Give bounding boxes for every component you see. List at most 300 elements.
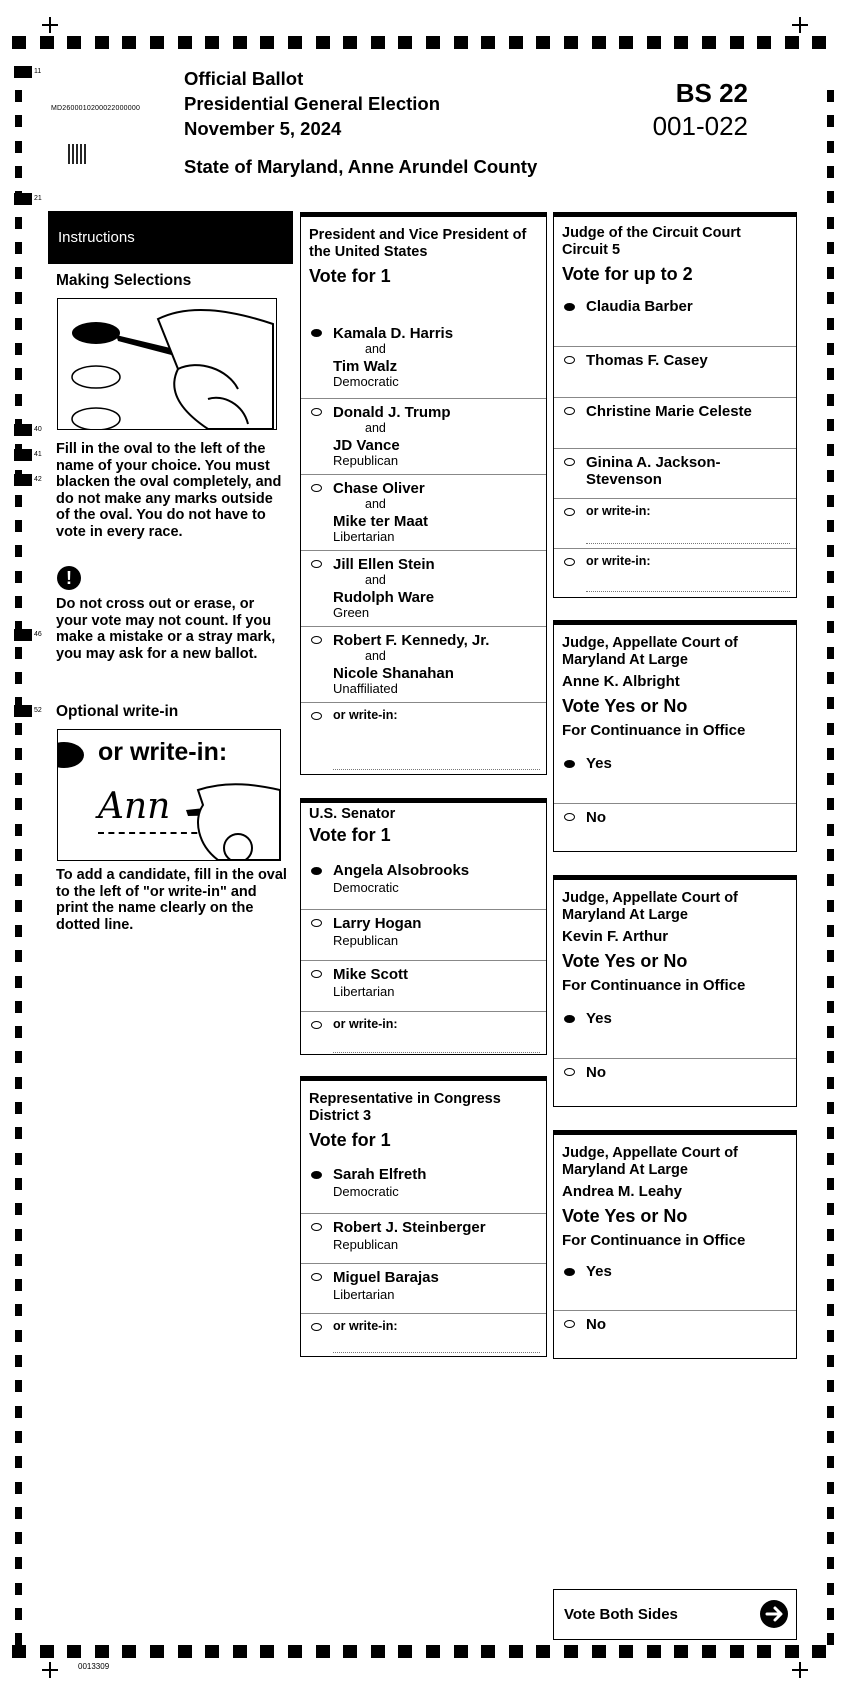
timing-mark [827, 217, 834, 229]
timing-mark [564, 36, 578, 49]
fill-oval-instructions: Fill in the oval to the left of the name of your choice. You must blacken the oval completely, and do not make any marks outside of the oval. You do not have to vote in every race. [56, 441, 282, 540]
writein-option[interactable] [301, 1011, 546, 1056]
timing-mark [509, 1645, 523, 1658]
timing-mark [827, 1077, 834, 1089]
timing-mark [15, 267, 22, 279]
timing-mark [15, 571, 22, 583]
timing-mark [454, 36, 468, 49]
hand-pen-icon [58, 730, 280, 860]
timing-mark [15, 1051, 22, 1063]
side-mark [14, 424, 32, 436]
timing-mark [827, 1102, 834, 1114]
side-label: 42 [34, 476, 42, 483]
timing-mark [827, 368, 834, 380]
timing-mark [827, 748, 834, 760]
judge-name: Andrea M. Leahy [562, 1183, 683, 1200]
oval-filled-icon[interactable] [311, 329, 322, 337]
add-candidate-instructions: To add a candidate, fill in the oval to the left of "or write-in" and print the name clearly on the dotted line. [56, 867, 287, 933]
timing-mark [827, 571, 834, 583]
vote-both-sides-label: Vote Both Sides [564, 1606, 678, 1623]
side-label: 21 [34, 195, 42, 202]
and-label: and [365, 573, 386, 587]
and-label: and [365, 342, 386, 356]
contest-president [300, 212, 547, 775]
writein-label: or write-in: [333, 1017, 398, 1031]
timing-mark [15, 368, 22, 380]
oval-icon[interactable] [311, 1223, 322, 1231]
timing-mark [15, 166, 22, 178]
contest-appellate-leahy [553, 1130, 797, 1359]
timing-mark [122, 1645, 136, 1658]
party-label: Unaffiliated [333, 681, 398, 696]
timing-mark [481, 36, 495, 49]
oval-icon[interactable] [564, 356, 575, 364]
candidate-option[interactable] [301, 1263, 546, 1313]
timing-mark [15, 520, 22, 532]
timing-mark [827, 596, 834, 608]
running-mate-name: Nicole Shanahan [333, 665, 454, 682]
oval-icon[interactable] [564, 458, 575, 466]
vote-yes-no: Vote Yes or No [562, 951, 688, 971]
timing-marks-bottom [0, 1645, 854, 1659]
timing-mark [15, 1178, 22, 1190]
candidate-option[interactable] [554, 448, 796, 498]
contest-appellate-arthur [553, 875, 797, 1107]
oval-icon[interactable] [564, 1068, 575, 1076]
timing-mark [15, 343, 22, 355]
timing-mark [15, 1406, 22, 1418]
and-label: and [365, 421, 386, 435]
timing-mark [15, 874, 22, 886]
candidate-name: Ginina A. Jackson-Stevenson [586, 454, 721, 488]
no-option[interactable] [554, 803, 796, 853]
barcode-icon [68, 144, 88, 164]
timing-mark [15, 1026, 22, 1038]
hand-pen-icon [58, 299, 276, 429]
candidate-name: Kamala D. Harris [333, 325, 454, 342]
timing-mark [564, 1645, 578, 1658]
timing-mark [827, 1178, 834, 1190]
ballot-title-line1: Official Ballot [184, 68, 304, 89]
timing-mark [730, 36, 744, 49]
timing-mark [592, 1645, 606, 1658]
timing-mark [827, 874, 834, 886]
timing-mark [827, 1229, 834, 1241]
timing-mark [827, 1355, 834, 1367]
oval-icon[interactable] [311, 919, 322, 927]
side-label: 52 [34, 707, 42, 714]
vote-both-sides-box [553, 1589, 797, 1640]
registration-mark-bottom-right [792, 1662, 808, 1678]
timing-mark [288, 36, 302, 49]
candidate-option[interactable] [301, 550, 546, 626]
timing-mark [15, 115, 22, 127]
candidate-name: Donald J. Trump [333, 404, 451, 421]
side-label: 41 [34, 451, 42, 458]
timing-mark [343, 1645, 357, 1658]
oval-filled-icon[interactable] [564, 1268, 575, 1276]
yes-label: Yes [586, 1010, 612, 1027]
timing-mark [827, 444, 834, 456]
timing-mark [454, 1645, 468, 1658]
candidate-option[interactable] [301, 398, 546, 474]
contest-title: Judge, Appellate Court of Maryland At Large [562, 1145, 738, 1178]
ballot-style: BS 22 [675, 78, 748, 108]
timing-mark [827, 1203, 834, 1215]
timing-mark [827, 242, 834, 254]
oval-icon[interactable] [311, 408, 322, 416]
timing-mark [702, 36, 716, 49]
timing-mark [15, 1153, 22, 1165]
ballot-id-code: MD2600010200022000000 [51, 105, 141, 112]
continuance-label: For Continuance in Office [562, 1232, 746, 1249]
candidate-name: Jill Ellen Stein [333, 556, 435, 573]
side-mark [14, 66, 32, 78]
timing-mark [827, 470, 834, 482]
candidate-name: Chase Oliver [333, 480, 425, 497]
candidate-option[interactable] [554, 346, 796, 397]
timing-mark [827, 647, 834, 659]
timing-mark [827, 292, 834, 304]
side-mark [14, 474, 32, 486]
oval-icon[interactable] [311, 1273, 322, 1281]
oval-icon[interactable] [311, 636, 322, 644]
timing-mark [827, 900, 834, 912]
timing-mark [827, 520, 834, 532]
writein-option[interactable] [554, 498, 796, 548]
writein-option[interactable] [301, 1313, 546, 1358]
timing-mark [95, 1645, 109, 1658]
writein-option[interactable] [554, 548, 796, 598]
timing-mark [15, 1229, 22, 1241]
timing-mark [785, 1645, 799, 1658]
warning-text: Do not cross out or erase, or your vote may not count. If you make a mistake or a stray mark, you may ask for a new ballot. [56, 596, 276, 662]
timing-mark [15, 900, 22, 912]
timing-mark [15, 748, 22, 760]
timing-mark [15, 798, 22, 810]
contest-title: President and Vice President of the United States [309, 227, 527, 260]
ballot-county: State of Maryland, Anne Arundel County [184, 156, 538, 177]
candidate-name: Robert J. Steinberger [333, 1219, 486, 1236]
writein-line[interactable] [333, 1352, 540, 1353]
candidate-option[interactable] [554, 295, 796, 346]
timing-mark [371, 36, 385, 49]
oval-icon[interactable] [564, 1320, 575, 1328]
timing-mark [15, 1456, 22, 1468]
candidate-option[interactable] [301, 474, 546, 550]
timing-mark [15, 141, 22, 153]
timing-mark [15, 1355, 22, 1367]
oval-icon[interactable] [311, 1323, 322, 1331]
ballot-title [184, 66, 440, 141]
oval-icon[interactable] [311, 1021, 322, 1029]
timing-mark [619, 36, 633, 49]
timing-mark [827, 1456, 834, 1468]
judge-name: Anne K. Albright [562, 673, 680, 690]
timing-mark [15, 495, 22, 507]
candidate-name: Mike Scott [333, 966, 409, 983]
continuance-label: For Continuance in Office [562, 722, 746, 739]
vote-for: Vote for 1 [309, 266, 391, 286]
timing-mark [827, 1482, 834, 1494]
running-mate-name: Rudolph Ware [333, 589, 435, 606]
side-mark [14, 705, 32, 717]
candidate-option[interactable] [301, 960, 546, 1011]
timing-mark [509, 36, 523, 49]
timing-mark [205, 1645, 219, 1658]
timing-mark [757, 1645, 771, 1658]
writein-line[interactable] [586, 591, 790, 592]
vote-yes-no: Vote Yes or No [562, 696, 688, 716]
timing-mark [150, 1645, 164, 1658]
timing-mark [827, 849, 834, 861]
no-label: No [586, 1064, 606, 1081]
oval-icon[interactable] [311, 970, 322, 978]
contest-title: U.S. Senator [309, 806, 396, 822]
contest-title: Representative in Congress District 3 [309, 1091, 501, 1124]
vote-for: Vote for 1 [309, 825, 391, 845]
contest-title: Judge, Appellate Court of Maryland At Large [562, 635, 738, 668]
oval-filled-icon[interactable] [564, 303, 575, 311]
side-label: 40 [34, 426, 42, 433]
timing-mark [233, 36, 247, 49]
candidate-option[interactable] [301, 322, 546, 398]
timing-mark [15, 976, 22, 988]
oval-icon[interactable] [564, 813, 575, 821]
fill-oval-illustration [57, 298, 277, 430]
yes-option[interactable] [554, 1006, 796, 1058]
oval-filled-icon[interactable] [311, 1171, 322, 1179]
timing-mark [827, 1254, 834, 1266]
judge-name: Kevin F. Arthur [562, 928, 669, 945]
candidate-name: Miguel Barajas [333, 1269, 439, 1286]
timing-mark [205, 36, 219, 49]
timing-mark [536, 1645, 550, 1658]
timing-mark [785, 36, 799, 49]
timing-mark [827, 1557, 834, 1569]
timing-mark [827, 343, 834, 355]
running-mate-name: Tim Walz [333, 358, 398, 375]
yes-label: Yes [586, 1263, 612, 1280]
timing-mark [316, 36, 330, 49]
exclamation-icon: ! [57, 566, 81, 590]
registration-mark-bottom-left [42, 1662, 58, 1678]
writein-line[interactable] [333, 1052, 540, 1053]
timing-mark [95, 36, 109, 49]
timing-mark [827, 90, 834, 102]
timing-mark [15, 545, 22, 557]
timing-mark [15, 1127, 22, 1139]
candidate-name: Larry Hogan [333, 915, 422, 932]
timing-mark [702, 1645, 716, 1658]
illus-writein-label: or write-in: [98, 738, 228, 766]
timing-mark [15, 1279, 22, 1291]
timing-mark [426, 36, 440, 49]
candidate-name: Christine Marie Celeste [586, 403, 752, 420]
oval-icon[interactable] [564, 558, 575, 566]
timing-mark [12, 36, 26, 49]
timing-mark [827, 1608, 834, 1620]
timing-mark [827, 1026, 834, 1038]
party-label: Republican [333, 933, 399, 948]
oval-icon[interactable] [311, 712, 322, 720]
no-option[interactable] [554, 1310, 796, 1360]
timing-mark [827, 1001, 834, 1013]
ballot-title-line2: Presidential General Election [184, 93, 441, 114]
yes-label: Yes [586, 755, 612, 772]
timing-mark [178, 36, 192, 49]
and-label: and [365, 497, 386, 511]
arrow-right-icon [760, 1600, 788, 1628]
timing-mark [15, 1203, 22, 1215]
timing-mark [827, 419, 834, 431]
oval-icon[interactable] [564, 508, 575, 516]
timing-mark [730, 1645, 744, 1658]
candidate-name: Angela Alsobrooks [333, 862, 470, 879]
timing-mark [15, 1102, 22, 1114]
party-label: Libertarian [333, 529, 395, 544]
party-label: Republican [333, 453, 399, 468]
yes-option[interactable] [554, 751, 796, 803]
timing-mark [827, 976, 834, 988]
timing-mark [812, 36, 826, 49]
candidate-option[interactable] [301, 1213, 546, 1263]
timing-mark [647, 1645, 661, 1658]
candidate-option[interactable] [554, 397, 796, 448]
timing-mark [15, 672, 22, 684]
timing-mark [15, 824, 22, 836]
oval-filled-icon[interactable] [564, 1015, 575, 1023]
timing-mark [827, 950, 834, 962]
timing-mark [371, 1645, 385, 1658]
oval-icon[interactable] [311, 560, 322, 568]
timing-mark [592, 36, 606, 49]
timing-mark [178, 1645, 192, 1658]
timing-mark [827, 141, 834, 153]
contest-congress [300, 1076, 547, 1357]
timing-mark [827, 166, 834, 178]
candidate-option[interactable] [301, 626, 546, 702]
no-label: No [586, 809, 606, 826]
writein-option[interactable] [301, 702, 546, 772]
timing-mark [812, 1645, 826, 1658]
candidate-option[interactable] [301, 858, 546, 909]
timing-mark [15, 773, 22, 785]
oval-icon[interactable] [564, 407, 575, 415]
yes-option[interactable] [554, 1259, 796, 1310]
timing-mark [260, 1645, 274, 1658]
registration-mark-top-left [42, 17, 58, 33]
vote-for: Vote for up to 2 [562, 264, 693, 284]
optional-writein-heading: Optional write-in [56, 703, 179, 720]
timing-mark [827, 115, 834, 127]
writein-line[interactable] [333, 769, 540, 770]
contest-appellate-albright [553, 620, 797, 852]
timing-mark [827, 621, 834, 633]
timing-mark [67, 36, 81, 49]
timing-mark [260, 36, 274, 49]
timing-mark [15, 292, 22, 304]
timing-mark [827, 1406, 834, 1418]
timing-mark [15, 849, 22, 861]
writein-line[interactable] [586, 543, 790, 544]
side-mark [14, 449, 32, 461]
timing-mark [827, 798, 834, 810]
party-label: Democratic [333, 880, 399, 895]
candidate-option[interactable] [301, 1162, 546, 1213]
timing-mark [827, 773, 834, 785]
timing-mark [288, 1645, 302, 1658]
timing-mark [398, 1645, 412, 1658]
timing-mark [827, 1279, 834, 1291]
oval-icon[interactable] [311, 484, 322, 492]
timing-mark [15, 1583, 22, 1595]
candidate-name: Robert F. Kennedy, Jr. [333, 632, 490, 649]
timing-mark [150, 36, 164, 49]
timing-mark [15, 647, 22, 659]
timing-mark [15, 1254, 22, 1266]
timing-mark [67, 1645, 81, 1658]
timing-mark [316, 1645, 330, 1658]
timing-mark [15, 1304, 22, 1316]
writein-label: or write-in: [586, 554, 651, 568]
running-mate-name: Mike ter Maat [333, 513, 429, 530]
timing-mark [15, 596, 22, 608]
party-label: Republican [333, 1237, 399, 1252]
timing-mark [15, 1557, 22, 1569]
timing-mark [15, 90, 22, 102]
timing-mark [15, 1633, 22, 1645]
timing-mark [827, 723, 834, 735]
timing-mark [827, 1633, 834, 1645]
timing-mark [827, 1153, 834, 1165]
timing-mark [122, 36, 136, 49]
instructions-heading: Instructions [48, 211, 293, 264]
timing-mark [619, 1645, 633, 1658]
timing-mark [827, 545, 834, 557]
candidate-name: Sarah Elfreth [333, 1166, 427, 1183]
making-selections-heading: Making Selections [56, 272, 192, 289]
candidate-option[interactable] [301, 909, 546, 960]
timing-mark [15, 1330, 22, 1342]
side-label: 11 [34, 68, 42, 75]
contest-title: Judge of the Circuit Court Circuit 5 [562, 225, 741, 258]
oval-filled-icon[interactable] [564, 760, 575, 768]
timing-mark [15, 1431, 22, 1443]
timing-mark [674, 1645, 688, 1658]
writein-label: or write-in: [333, 1319, 398, 1333]
no-option[interactable] [554, 1058, 796, 1108]
oval-filled-icon[interactable] [311, 867, 322, 875]
timing-mark [40, 36, 54, 49]
timing-mark [15, 950, 22, 962]
timing-mark [827, 824, 834, 836]
timing-mark [827, 1304, 834, 1316]
timing-mark [827, 697, 834, 709]
timing-mark [827, 1380, 834, 1392]
timing-mark [398, 36, 412, 49]
timing-mark [827, 1583, 834, 1595]
timing-mark [15, 1380, 22, 1392]
timing-mark [647, 36, 661, 49]
side-mark [14, 629, 32, 641]
party-label: Democratic [333, 374, 399, 389]
timing-mark [827, 672, 834, 684]
vote-yes-no: Vote Yes or No [562, 1206, 688, 1226]
timing-mark [15, 318, 22, 330]
registration-mark-top-right [792, 17, 808, 33]
vote-for: Vote for 1 [309, 1130, 391, 1150]
